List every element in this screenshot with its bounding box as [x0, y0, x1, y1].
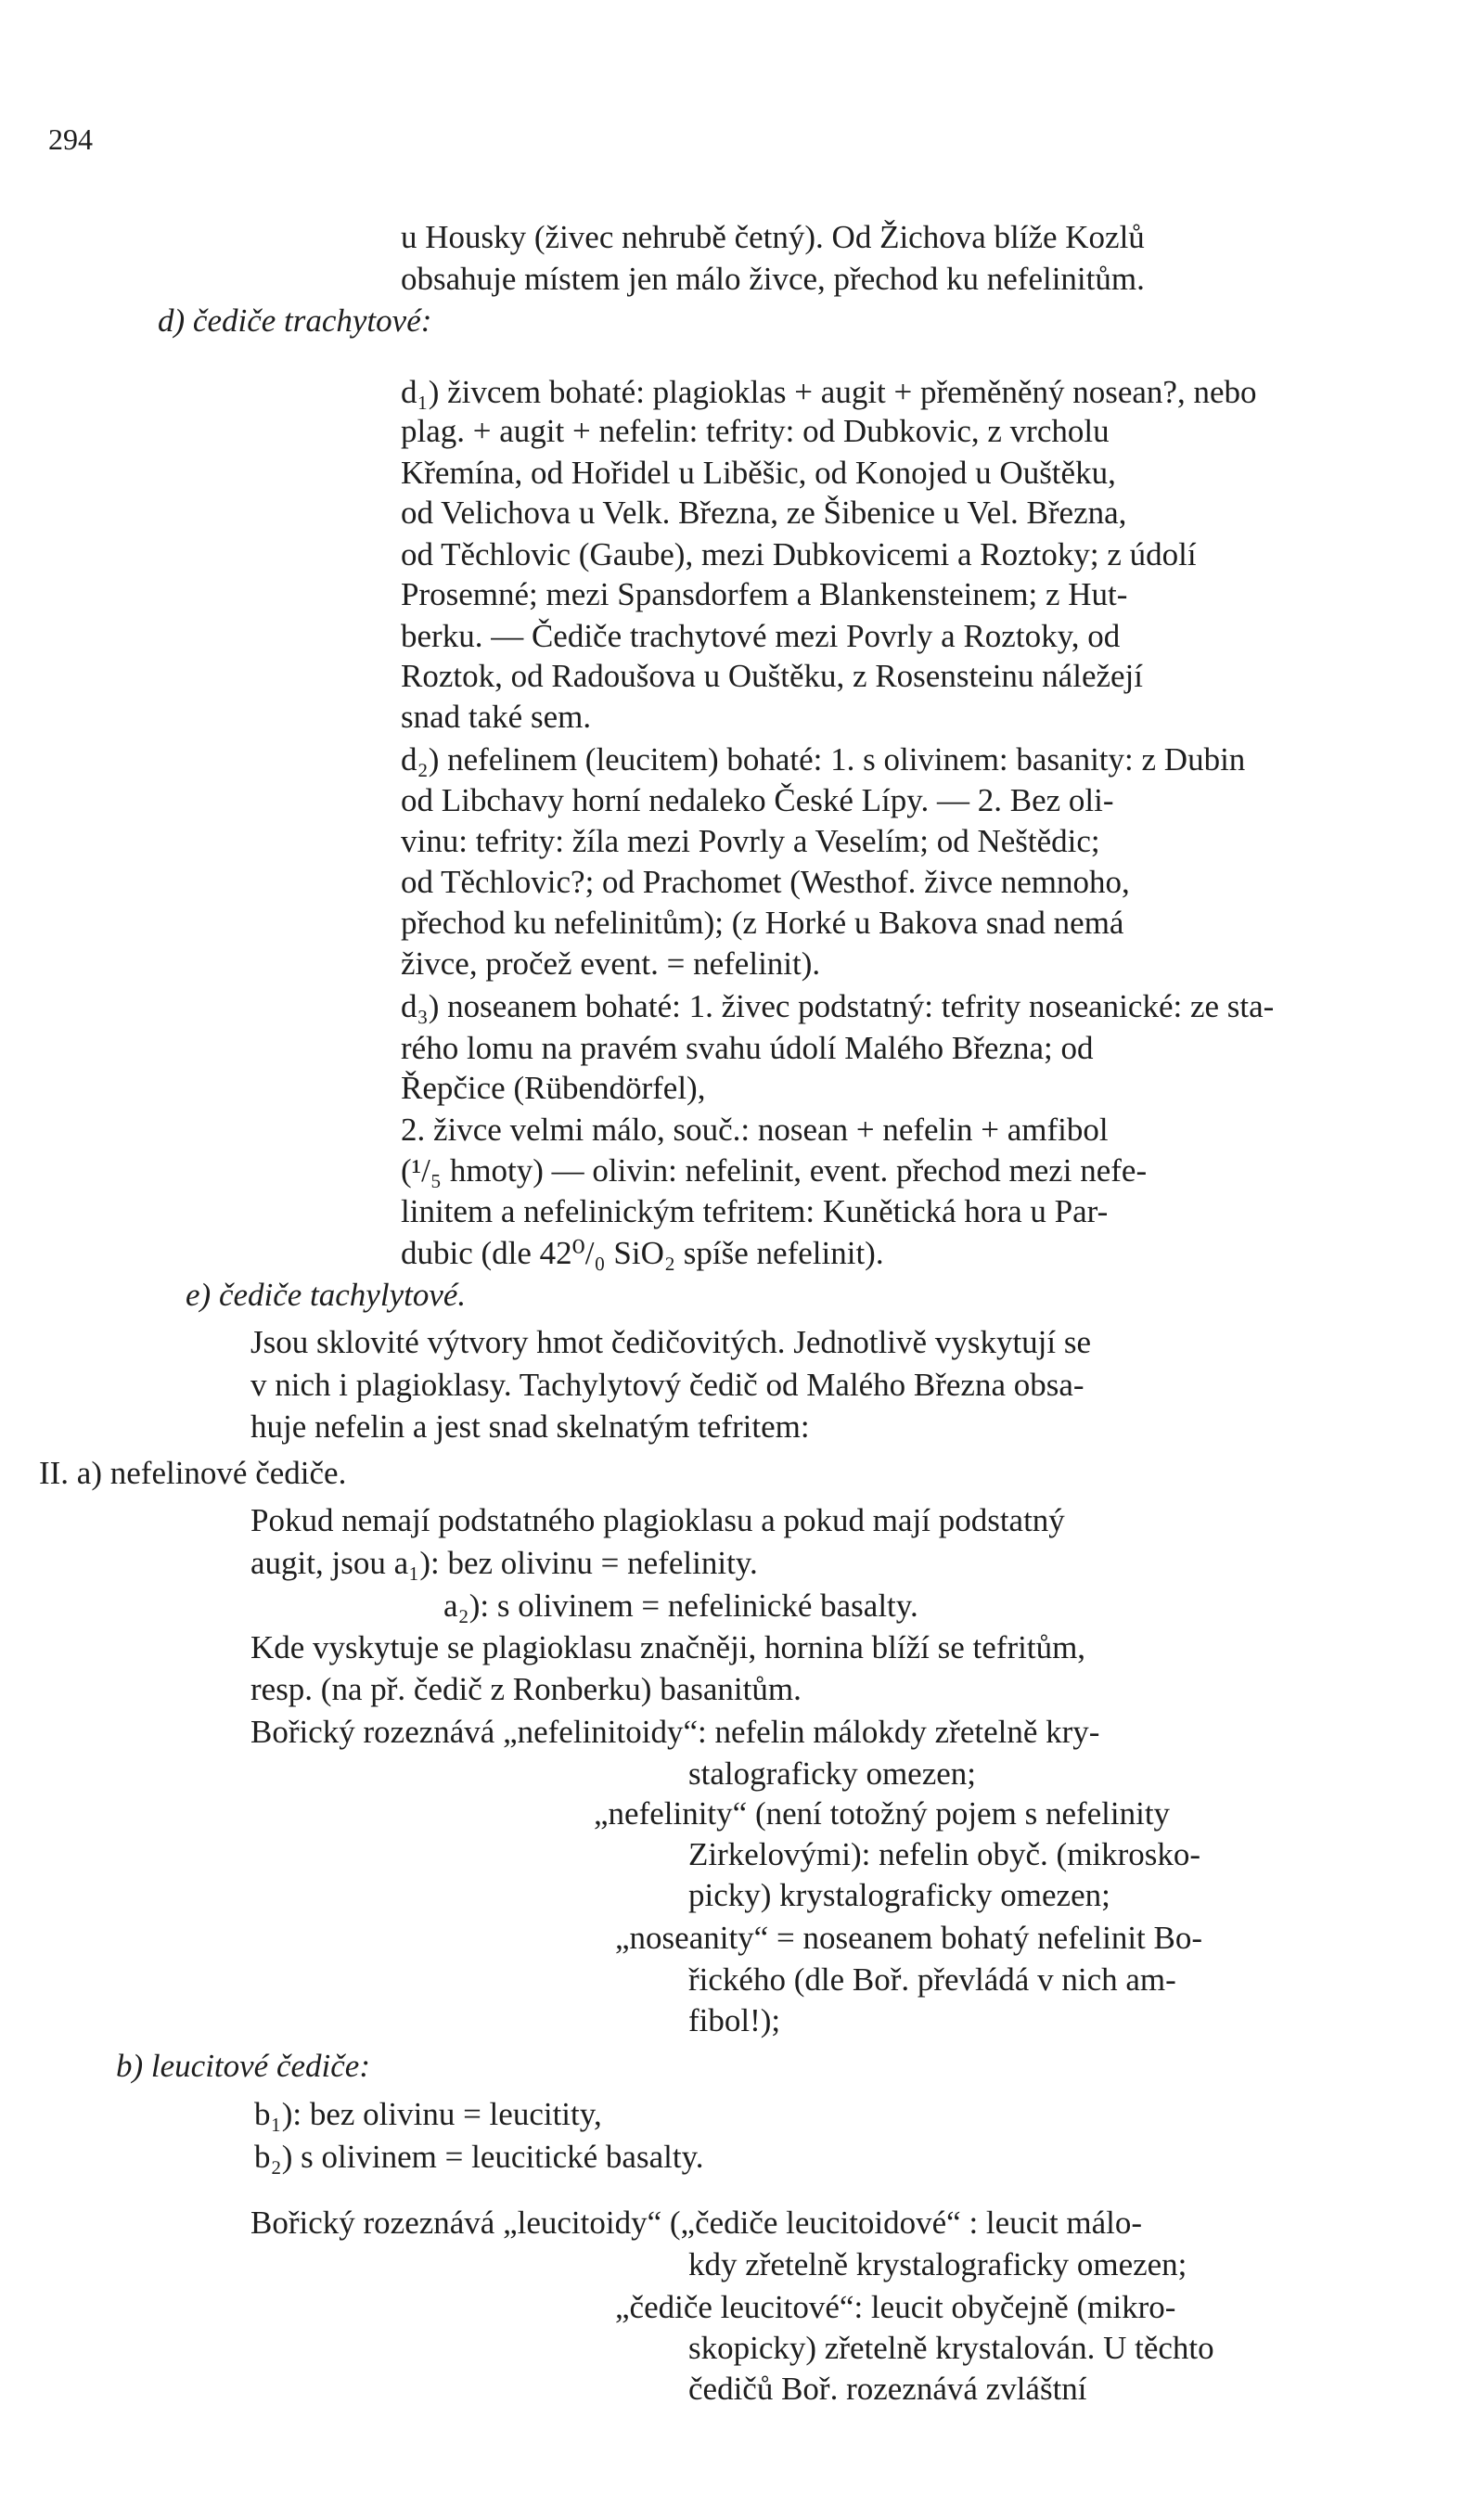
text-line: Bořický rozeznává „nefelinitoidy“: nefelin málokdy zřetelně kry- [250, 1714, 1100, 1750]
text-line: fibol!); [688, 2002, 781, 2038]
text-line: b₂) s olivinem = leucitické basalty. [254, 2139, 704, 2175]
text-line: živce, pročež event. = nefelinit). [401, 945, 821, 982]
text-line: snad také sem. [401, 699, 592, 735]
page-number: 294 [48, 122, 93, 156]
text-line: Zirkelovými): nefelin obyč. (mikrosko- [688, 1836, 1201, 1872]
text-line: od Těchlovic (Gaube), mezi Dubkovicemi a Roztoky; z údolí [401, 536, 1197, 572]
text-line: (¹/₅ hmoty) — olivin: nefelinit, event. přechod mezi nefe- [401, 1152, 1148, 1189]
text-line: Křemína, od Hořidel u Liběšic, od Konojed u Ouštěku, [401, 455, 1116, 491]
text-line: a₂): s olivinem = nefelinické basalty. [443, 1588, 918, 1624]
text-line: plag. + augit + nefelin: tefrity: od Dubkovic, z vrcholu [401, 413, 1110, 449]
text-line: 2. živce velmi málo, souč.: nosean + nefelin + amfibol [401, 1112, 1109, 1148]
text-line: d₂) nefelinem (leucitem) bohaté: 1. s olivinem: basanity: z Dubin [401, 741, 1246, 778]
section-heading: d) čediče trachytové: [158, 302, 432, 339]
text-line: Prosemné; mezi Spansdorfem a Blankensteinem; z Hut- [401, 576, 1128, 612]
text-line: augit, jsou a₁): bez olivinu = nefelinity. [250, 1545, 758, 1581]
section-heading: II. a) nefelinové čediče. [39, 1455, 347, 1491]
text-line: od Velichova u Velk. Března, ze Šibenice u Vel. Března, [401, 495, 1127, 531]
text-line: b₁): bez olivinu = leucitity, [254, 2096, 602, 2132]
text-line: Roztok, od Radoušova u Ouštěku, z Rosensteinu náležejí [401, 658, 1143, 694]
text-line: vinu: tefrity: žíla mezi Povrly a Veselím; od Neštědic; [401, 823, 1100, 859]
text-line: Řepčice (Rübendörfel), [401, 1070, 706, 1106]
text-line: linitem a nefelinickým tefritem: Kunětická hora u Par- [401, 1193, 1109, 1229]
text-line: Bořický rozeznává „leucitoidy“ („čediče leucitoidové“ : leucit málo- [250, 2205, 1143, 2241]
text-line: u Housky (živec nehrubě četný). Od Žichova blíže Kozlů [401, 219, 1145, 255]
text-line: v nich i plagioklasy. Tachylytový čedič od Malého Března obsa- [250, 1367, 1084, 1403]
text-line: „nefelinity“ (není totožný pojem s nefelinity [594, 1795, 1171, 1832]
text-line: od Těchlovic?; od Prachomet (Westhof. živce nemnoho, [401, 864, 1130, 900]
text-line: Pokud nemají podstatného plagioklasu a pokud mají podstatný [250, 1502, 1065, 1538]
text-line: přechod ku nefelinitům); (z Horké u Bakova snad nemá [401, 905, 1124, 941]
text-line: stalograficky omezen; [688, 1755, 977, 1792]
text-line: d₁) živcem bohaté: plagioklas + augit + přeměněný nosean?, nebo [401, 374, 1257, 410]
text-line: d₃) noseanem bohaté: 1. živec podstatný: tefrity noseanické: ze sta- [401, 988, 1275, 1024]
text-line: dubic (dle 42⁰/₀ SiO₂ spíše nefelinit). [401, 1235, 884, 1271]
text-line: huje nefelin a jest snad skelnatým tefritem: [250, 1408, 810, 1445]
text-line: Kde vyskytuje se plagioklasu značněji, hornina blíží se tefritům, [250, 1629, 1086, 1665]
text-line: berku. — Čediče trachytové mezi Povrly a Roztoky, od [401, 618, 1121, 654]
text-line: obsahuje místem jen málo živce, přechod ku nefelinitům. [401, 261, 1145, 297]
text-line: skopicky) zřetelně krystalován. U těchto [688, 2330, 1214, 2366]
text-line: od Libchavy horní nedaleko České Lípy. — 2. Bez oli- [401, 782, 1114, 818]
text-line: „čediče leucitové“: leucit obyčejně (mikro- [615, 2289, 1176, 2325]
text-line: picky) krystalograficky omezen; [688, 1877, 1110, 1913]
text-line: Jsou sklovité výtvory hmot čedičovitých. Jednotlivě vyskytují se [250, 1324, 1092, 1360]
text-line: rého lomu na pravém svahu údolí Malého Března; od [401, 1030, 1094, 1066]
text-line: „noseanity“ = noseanem bohatý nefelinit Bo- [615, 1920, 1203, 1956]
text-line: čedičů Boř. rozeznává zvláštní [688, 2371, 1087, 2407]
text-line: řického (dle Boř. převládá v nich am- [688, 1961, 1176, 1998]
text-line: resp. (na př. čedič z Ronberku) basanitům. [250, 1671, 802, 1707]
section-heading: b) leucitové čediče: [116, 2048, 370, 2084]
section-heading: e) čediče tachylytové. [186, 1277, 467, 1313]
text-line: kdy zřetelně krystalograficky omezen; [688, 2246, 1187, 2282]
